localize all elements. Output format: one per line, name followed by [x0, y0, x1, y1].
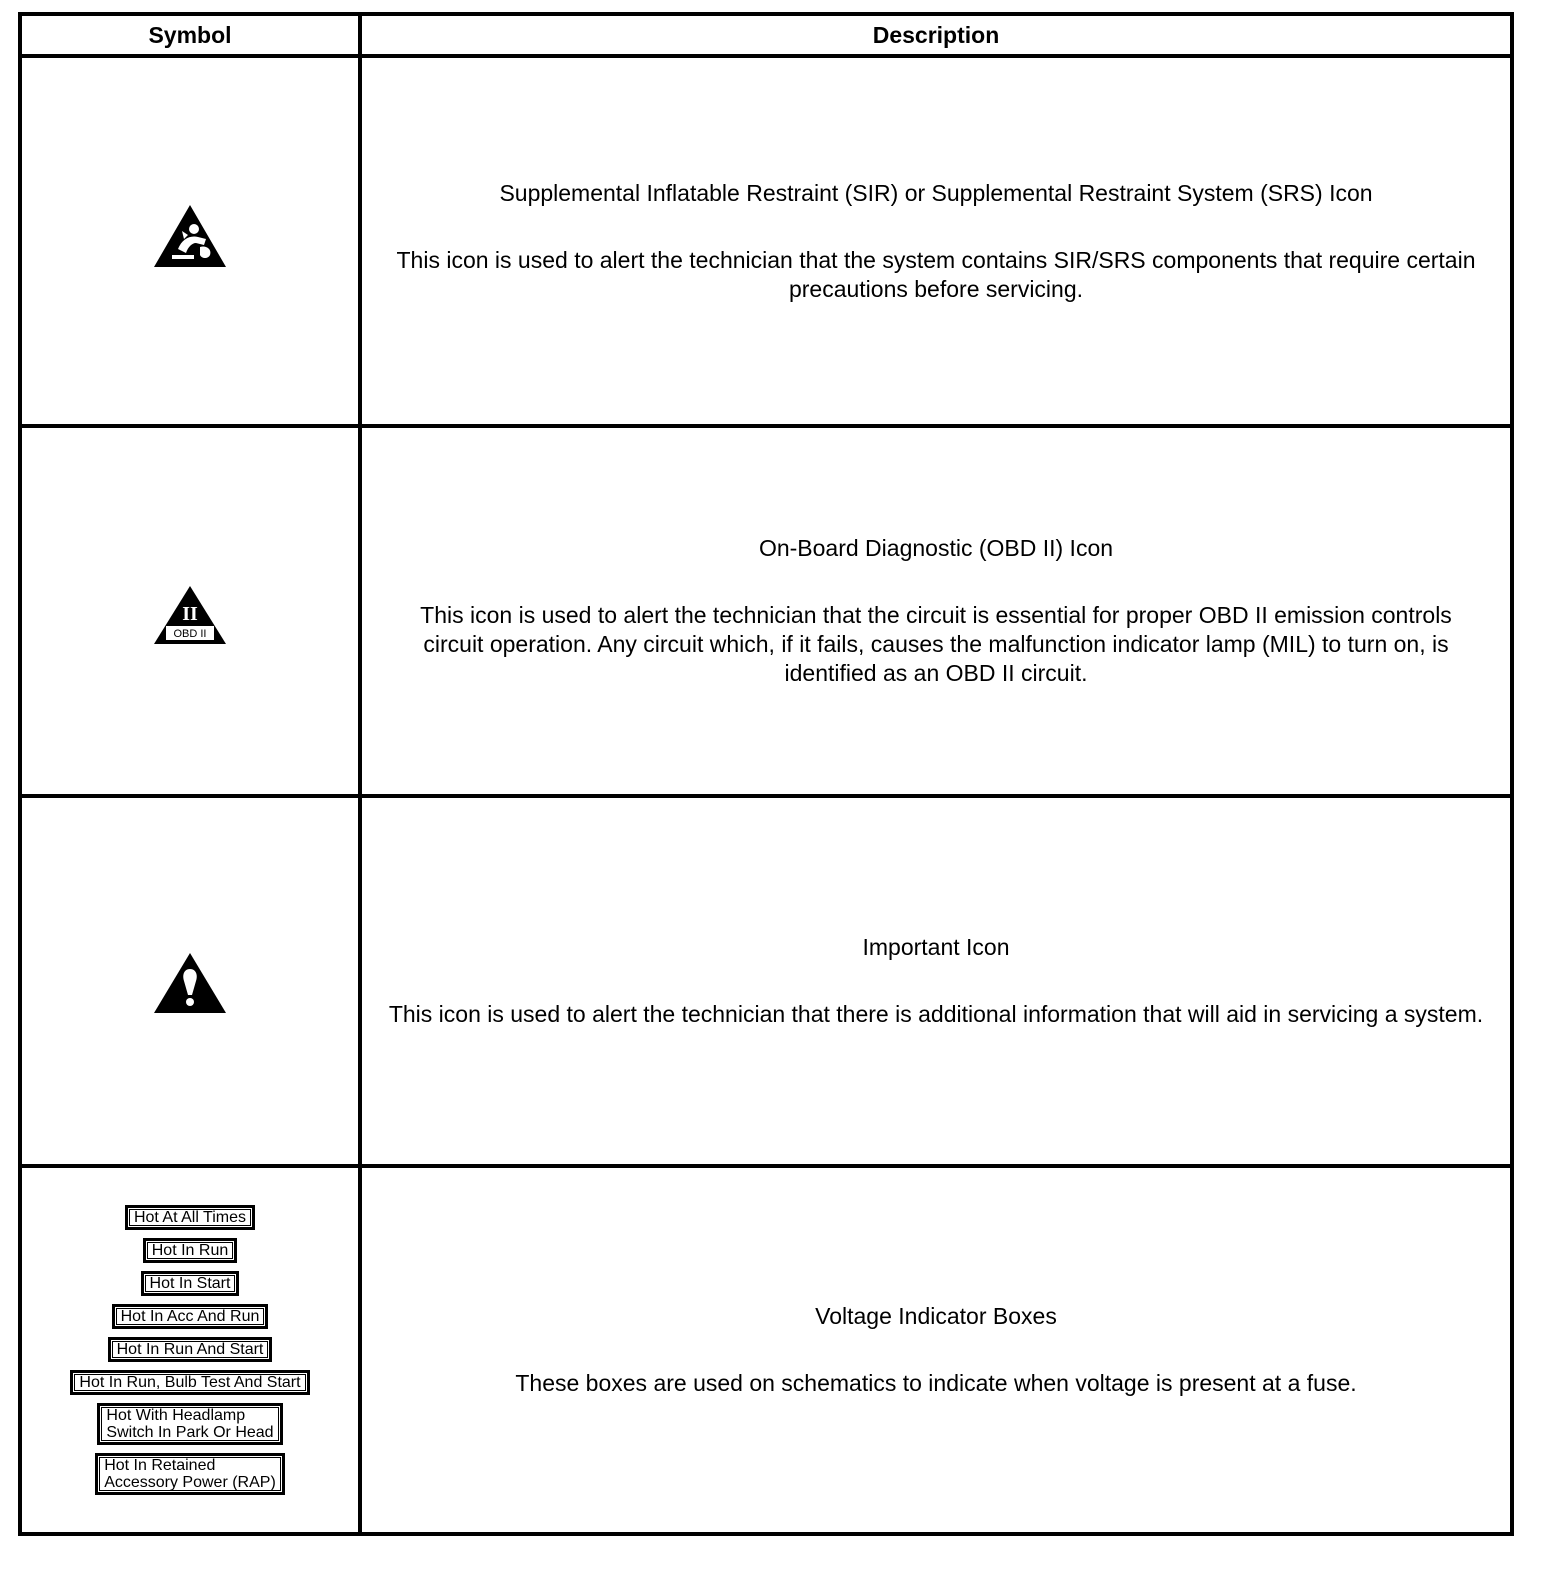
voltage-box: Hot In Run And Start: [108, 1337, 273, 1362]
voltage-indicator-boxes: [70, 1205, 309, 1495]
voltage-box: Hot At All Times: [125, 1205, 255, 1230]
symbol-cell: [22, 58, 358, 424]
row-title: Important Icon: [862, 934, 1010, 960]
table-row: [22, 798, 1510, 1164]
row-title: Voltage Indicator Boxes: [815, 1303, 1057, 1329]
row-body: These boxes are used on schematics to indicate when voltage is present at a fuse.: [515, 1370, 1357, 1396]
description-cell: [362, 428, 1510, 794]
table-row: [22, 58, 1510, 424]
voltage-box: Hot In Run: [143, 1238, 237, 1263]
important-warning-icon: [154, 953, 226, 1013]
header-symbol: Symbol: [148, 21, 232, 48]
voltage-box-line: Accessory Power (RAP): [104, 1474, 276, 1491]
voltage-box-line: Hot In Retained: [104, 1457, 216, 1474]
voltage-box: Hot In Acc And Run: [112, 1304, 269, 1329]
row-body: This icon is used to alert the technician that the system contains SIR/SRS components that require certain precautions before servicing.: [396, 246, 1476, 302]
sir-srs-airbag-icon: [154, 205, 226, 267]
row-body: This icon is used to alert the technician that the circuit is essential for proper OBD II emission controls circuit operation. Any circuit which, if it fails, causes the malfunction indicator lamp (MIL) to turn on, is identified as an OBD II circuit.: [420, 602, 1452, 686]
voltage-box-line: Switch In Park Or Head: [106, 1424, 274, 1441]
description-cell: [362, 798, 1510, 1164]
row-title: On-Board Diagnostic (OBD II) Icon: [758, 535, 1114, 561]
obd-icon-label: OBD II: [173, 628, 207, 640]
voltage-box: [97, 1403, 282, 1445]
symbol-cell: [22, 1168, 358, 1532]
row-body: This icon is used to alert the technician that there is additional information that will aid in servicing a system.: [388, 1001, 1484, 1027]
description-cell: [362, 1168, 1510, 1532]
header-description: Description: [872, 21, 1000, 48]
table-row: [22, 1168, 1510, 1532]
row-title: Supplemental Inflatable Restraint (SIR) or Supplemental Restraint System (SRS) Icon: [499, 179, 1373, 206]
voltage-box: Hot In Start: [141, 1271, 240, 1296]
description-cell: [362, 58, 1510, 424]
symbol-cell: [22, 798, 358, 1164]
symbol-cell: [22, 428, 358, 794]
obd-ii-icon: [154, 586, 226, 644]
voltage-box: [95, 1453, 285, 1495]
table-row: [22, 428, 1510, 794]
voltage-box: Hot In Run, Bulb Test And Start: [70, 1370, 309, 1395]
voltage-box-line: Hot With Headlamp: [106, 1407, 246, 1424]
symbol-table: [18, 12, 1514, 1536]
obd-icon-numeral: II: [182, 603, 198, 625]
